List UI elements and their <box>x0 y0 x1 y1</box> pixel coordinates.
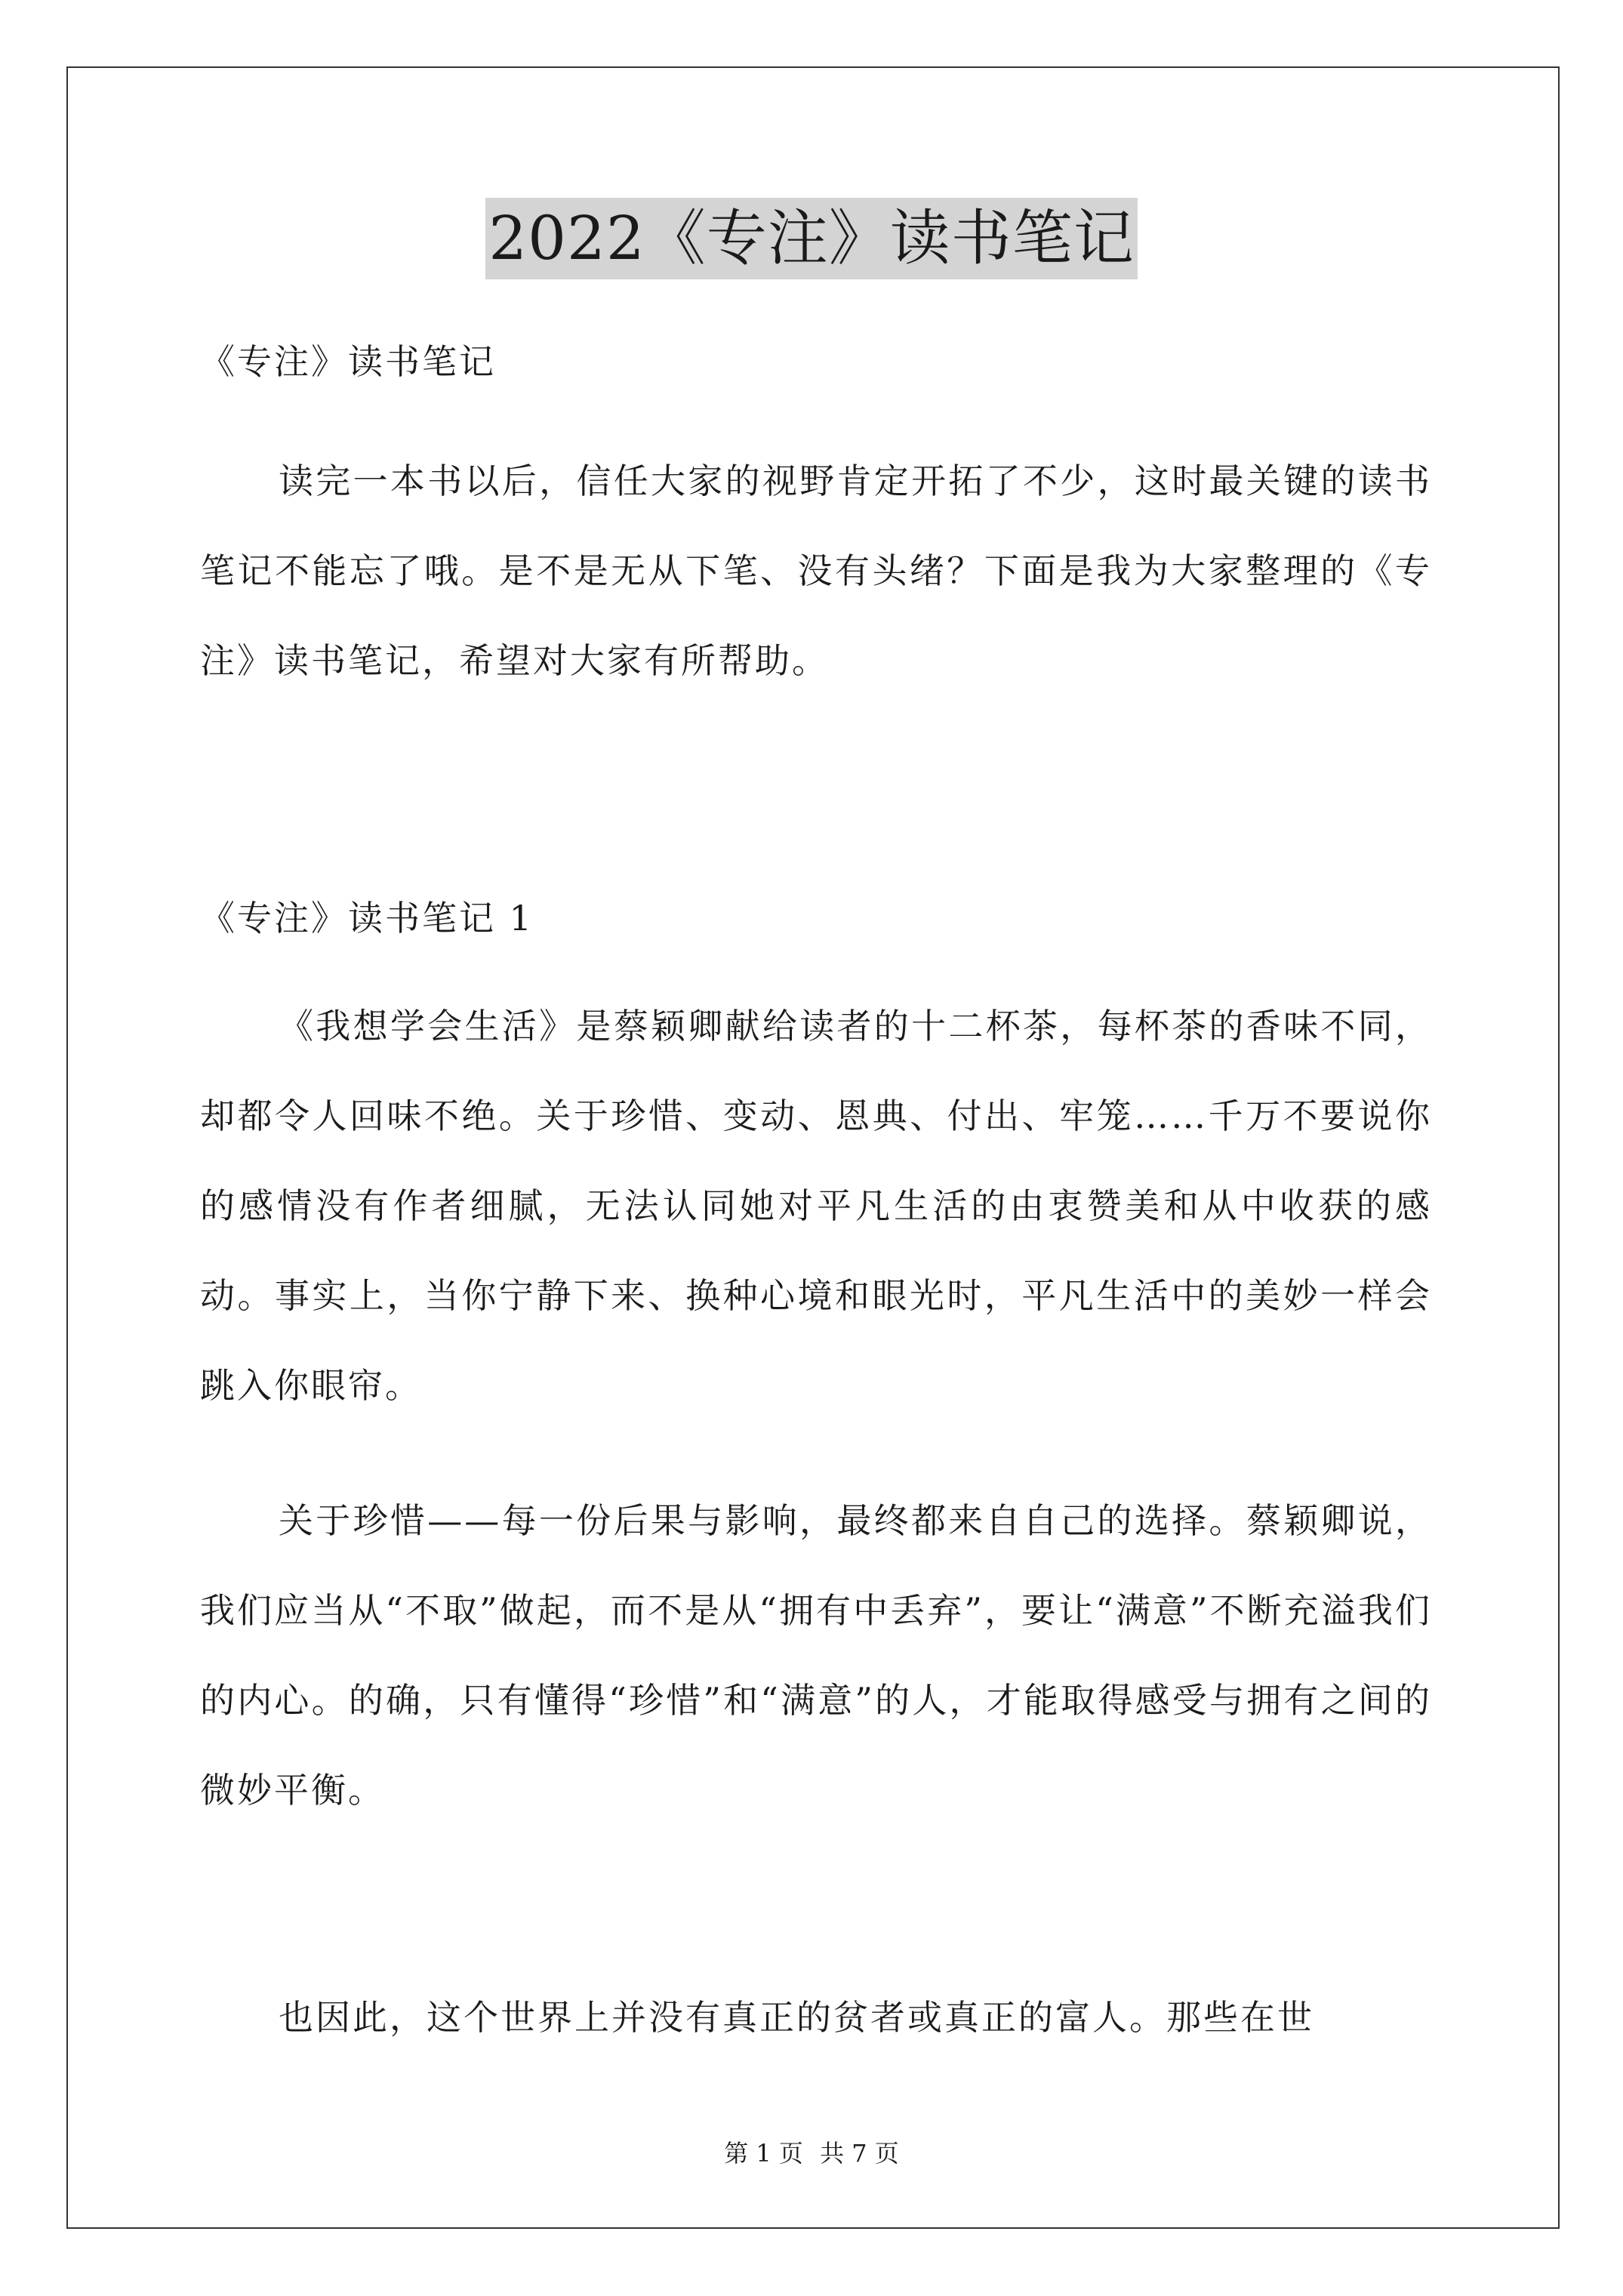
body-paragraph-1: 《我想学会生活》是蔡颖卿献给读者的十二杯茶，每杯茶的香味不同，却都令人回味不绝。关于珍惜、变动、恩典、付出、牢笼……千万不要说你的感情没有作者细腻，无法认同她对平凡生活的由衷赞美和从中收获的感动。事实上，当你宁静下来、换种心境和眼光时，平凡生活中的美妙一样会跳入你眼帘。 <box>200 1006 1432 1406</box>
title-container <box>0 198 1623 279</box>
section-heading: 《专注》读书笔记 1 <box>200 898 534 938</box>
document-title: 2022《专注》读书笔记 <box>485 198 1138 279</box>
page-number: 第 1 页 <box>724 2139 803 2168</box>
body-paragraph-2: 关于珍惜——每一份后果与影响，最终都来自自己的选择。蔡颖卿说，我们应当从“不取”做起，而不是从“拥有中丢弃”，要让“满意”不断充溢我们的内心。的确，只有懂得“珍惜”和“满意”的人，才能取得感受与拥有之间的微妙平衡。 <box>200 1500 1432 1811</box>
body-paragraph-3: 也因此，这个世界上并没有真正的贫者或真正的富人。那些在世 <box>279 1997 1314 2038</box>
intro-heading: 《专注》读书笔记 <box>200 341 496 382</box>
intro-paragraph: 读完一本书以后，信任大家的视野肯定开拓了不少，这时最关键的读书笔记不能忘了哦。是不是无从下笔、没有头绪？下面是我为大家整理的《专注》读书笔记，希望对大家有所帮助。 <box>200 461 1432 681</box>
page-total: 共 7 页 <box>820 2139 899 2168</box>
page-footer <box>0 2138 1623 2168</box>
